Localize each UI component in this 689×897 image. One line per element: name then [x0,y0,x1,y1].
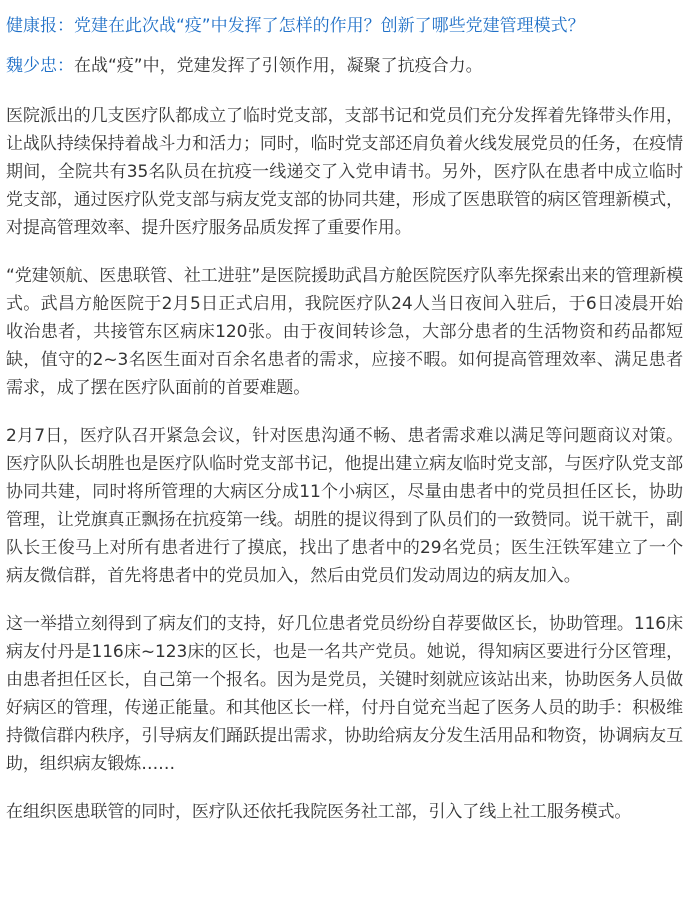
paragraph-patient-leaders: 这一举措立刻得到了病友们的支持，好几位患者党员纷纷自荐要做区长，协助管理。116床病友付丹是116床~123床的区长，也是一名共产党员。她说，得知病区要进行分区管理，由患者担任区长，自己第一个报名。因为是党员，关键时刻就应该站出来，协助医务人员做好病区的管理，传递正能量。和其他区长一样，付丹自觉充当起了医务人员的助手：积极维持微信群内秩序，引导病友们踊跃提出需求，协助给病友分发生活用品和物资，协调病友互助，组织病友锻炼…… [6,614,683,774]
interview-answer-lead [6,52,683,80]
answer-lead-text: 在战“疫”中，党建发挥了引领作用，凝聚了抗疫合力。 [74,56,483,76]
paragraph-social-work: 在组织医患联管的同时，医疗队还依托我院医务社工部，引入了线上社工服务模式。 [6,802,632,822]
question-text: 党建在此次战“疫”中发挥了怎样的作用？创新了哪些党建管理模式？ [74,16,585,36]
answer-speaker: 魏少忠： [6,56,74,76]
paragraph-management-model: “党建领航、医患联管、社工进驻”是医院援助武昌方舱医院医疗队率先探索出来的管理新模式。武昌方舱医院于2月5日正式启用，我院医疗队24人当日夜间入驻后，于6日凌晨开始收治患者，共接管东区病床120张。由于夜间转诊急，大部分患者的生活物资和药品都短缺，值守的2~3名医生面对百余名患者的需求，应接不暇。如何提高管理效率、满足患者需求，成了摆在医疗队面前的首要难题。 [6,266,683,398]
paragraph-emergency-meeting: 2月7日，医疗队召开紧急会议，针对医患沟通不畅、患者需求难以满足等问题商议对策。医疗队队长胡胜也是医疗队临时党支部书记，他提出建立病友临时党支部，与医疗队党支部协同共建，同时将所管理的大病区分成11个小病区，尽量由患者中的党员担任区长，协助管理，让党旗真正飘扬在抗疫第一线。胡胜的提议得到了队员们的一致赞同。说干就干，副队长王俊马上对所有患者进行了摸底，找出了患者中的29名党员；医生汪铁军建立了一个病友微信群，首先将患者中的党员加入，然后由党员们发动周边的病友加入。 [6,426,683,586]
interview-question [6,12,683,40]
paragraph-party-branches: 医院派出的几支医疗队都成立了临时党支部，支部书记和党员们充分发挥着先锋带头作用，让战队持续保持着战斗力和活力；同时，临时党支部还肩负着火线发展党员的任务，在疫情期间，全院共有35名队员在抗疫一线递交了入党申请书。另外，医疗队在患者中成立临时党支部，通过医疗队党支部与病友党支部的协同共建，形成了医患联管的病区管理新模式，对提高管理效率、提升医疗服务品质发挥了重要作用。 [6,106,683,238]
question-speaker: 健康报： [6,16,74,36]
